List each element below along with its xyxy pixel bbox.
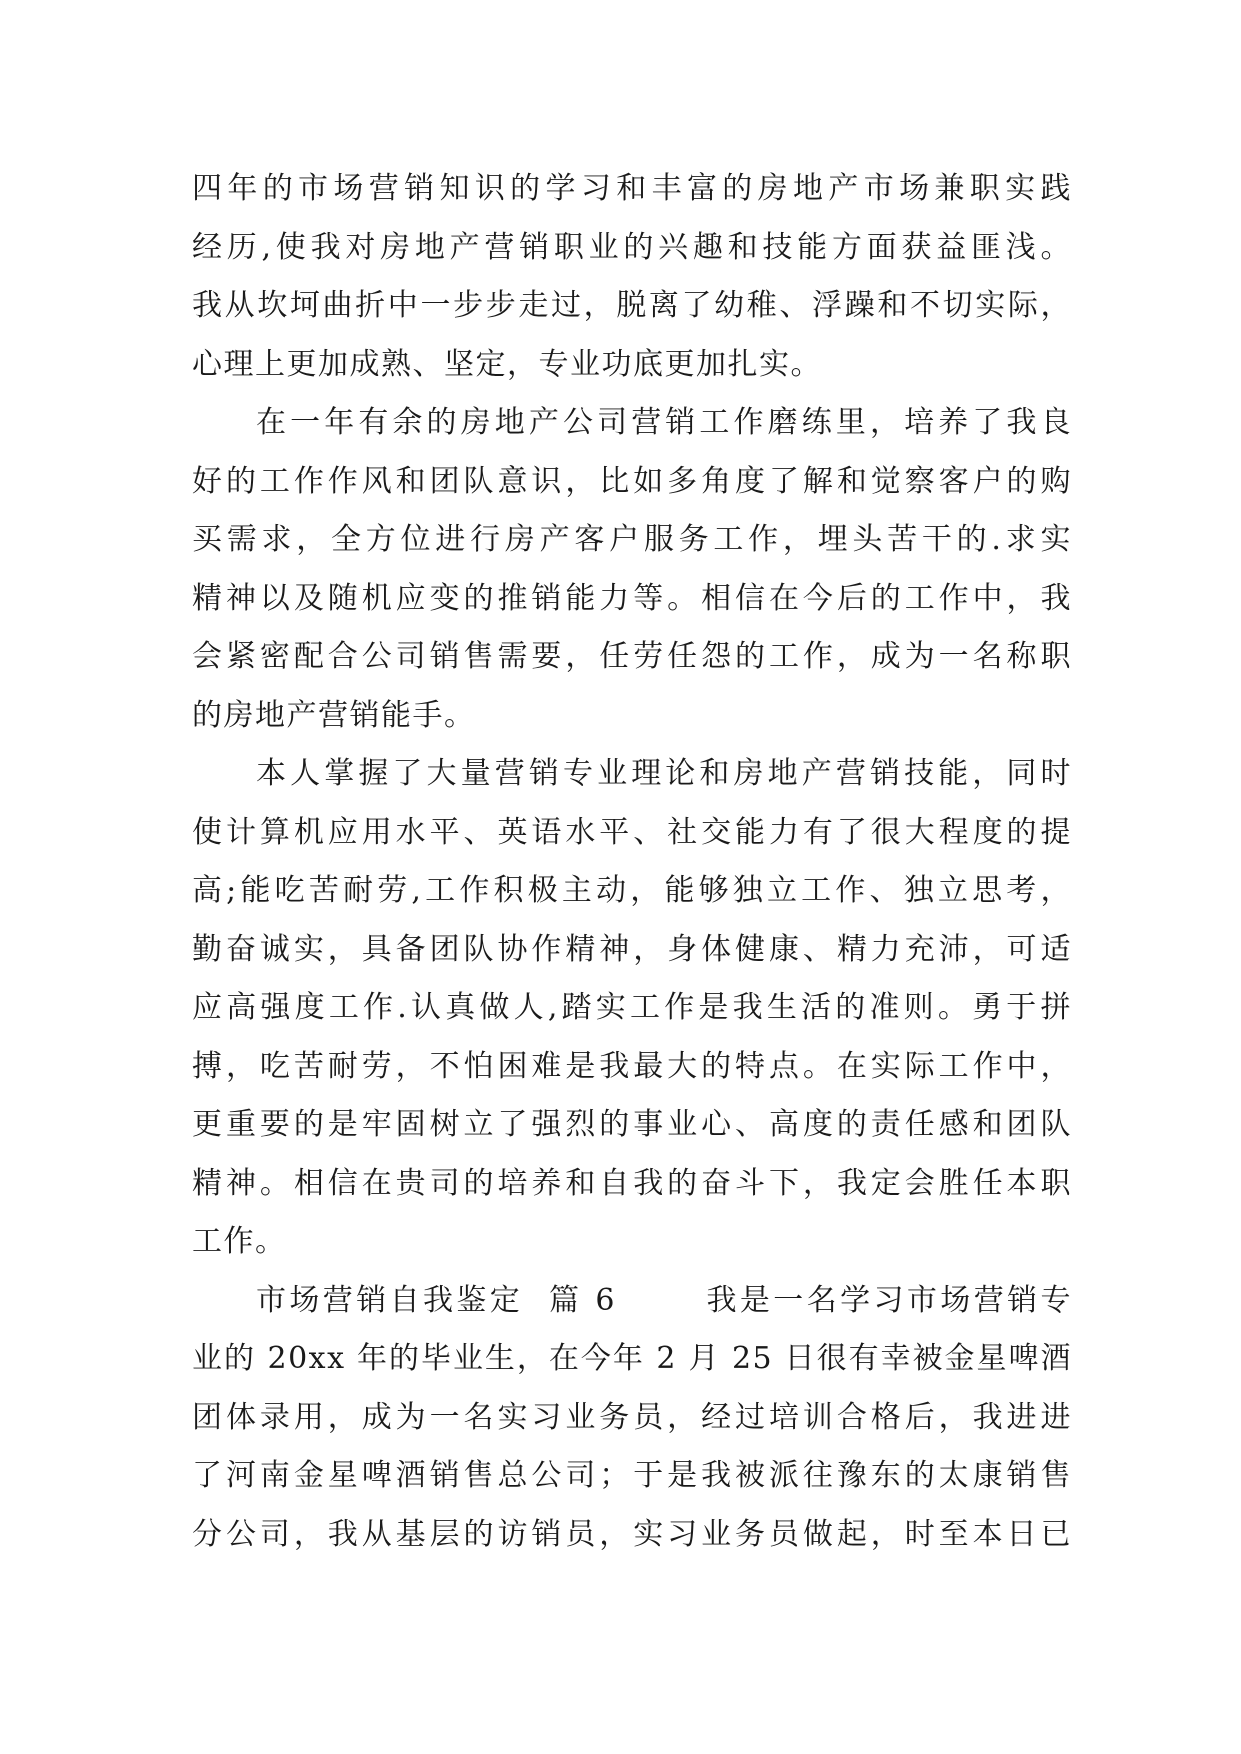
text-line: 四年的市场营销知识的学习和丰富的房地产市场兼职实践: [192, 171, 1072, 206]
text-line: 的房地产营销能手。: [192, 697, 476, 733]
text-line: 心理上更加成熟、坚定，专业功底更加扎实。: [192, 346, 822, 382]
text-line: 高;能吃苦耐劳,工作积极主动，能够独立工作、独立思考，: [192, 873, 1072, 908]
text-line: 我从坎坷曲折中一步步走过，脱离了幼稚、浮躁和不切实际，: [192, 288, 1072, 323]
text-line: 工作。: [192, 1224, 287, 1259]
document-body: [192, 160, 1072, 1564]
text-line: 经历,使我对房地产营销职业的兴趣和技能方面获益匪浅。: [192, 229, 1072, 265]
text-line: 买需求，全方位进行房产客户服务工作，埋头苦干的.求实: [192, 522, 1072, 557]
text-line: 团体录用，成为一名实习业务员，经过培训合格后，我进进: [192, 1399, 1072, 1435]
text-line: 会紧密配合公司销售需要，任劳任怨的工作，成为一名称职: [192, 639, 1072, 674]
text-line: 搏，吃苦耐劳，不怕困难是我最大的特点。在实际工作中，: [192, 1048, 1072, 1084]
text-line: 分公司，我从基层的访销员，实习业务员做起，时至本日已: [192, 1516, 1072, 1552]
text-line: 了河南金星啤酒销售总公司；于是我被派往豫东的太康销售: [192, 1458, 1072, 1493]
paragraph-first-line: 本人掌握了大量营销专业理论和房地产营销技能，同时: [256, 756, 1072, 791]
text-line: 应高强度工作.认真做人,踏实工作是我生活的准则。勇于拼: [192, 990, 1072, 1025]
text-line: 好的工作作风和团队意识，比如多角度了解和觉察客户的购: [192, 463, 1072, 499]
paragraph-first-line: 在一年有余的房地产公司营销工作磨练里，培养了我良: [256, 405, 1072, 440]
text-line: 精神以及随机应变的推销能力等。相信在今后的工作中，我: [192, 580, 1072, 616]
section-heading-line: 市场营销自我鉴定 篇 6 我是一名学习市场营销专: [256, 1282, 1072, 1318]
text-line: 业的 20xx 年的毕业生，在今年 2 月 25 日很有幸被金星啤酒: [192, 1341, 1072, 1376]
text-line: 精神。相信在贵司的培养和自我的奋斗下，我定会胜任本职: [192, 1165, 1072, 1201]
text-line: 更重要的是牢固树立了强烈的事业心、高度的责任感和团队: [192, 1107, 1072, 1142]
text-line: 使计算机应用水平、英语水平、社交能力有了很大程度的提: [192, 814, 1072, 850]
text-line: 勤奋诚实，具备团队协作精神，身体健康、精力充沛，可适: [192, 931, 1072, 967]
